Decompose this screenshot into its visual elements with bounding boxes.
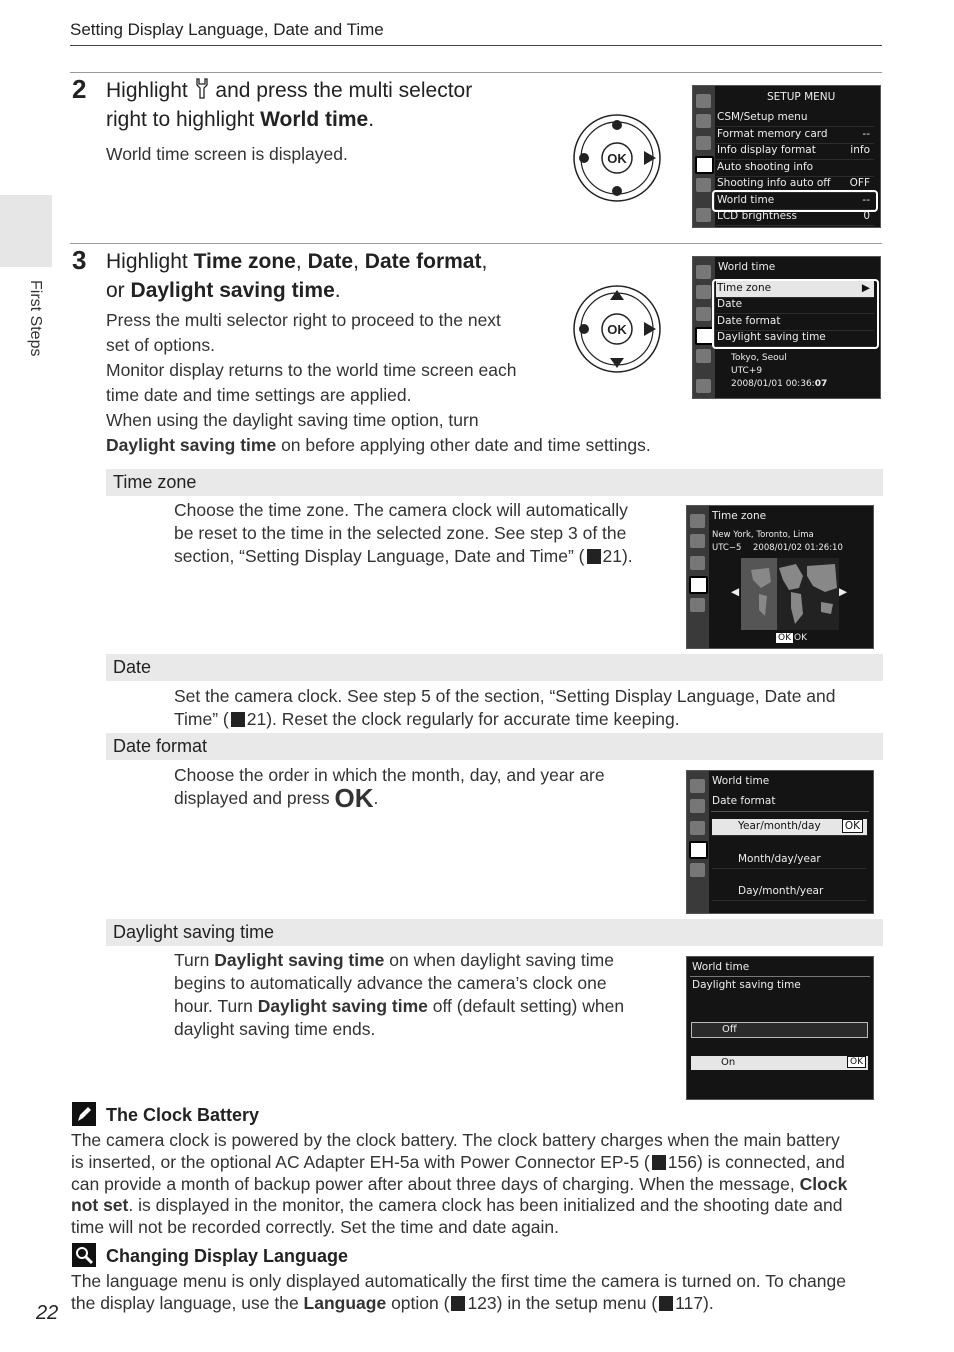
time-zone-screen: [686, 505, 874, 649]
menu-item[interactable]: Shooting info auto off OFF: [716, 176, 874, 193]
pencil-icon: [696, 136, 711, 150]
date-text: Set the camera clock. See step 5 of the section, “Setting Display Language, Date and Time” ( 21). Reset the clock regularly for accurate time keeping.: [174, 686, 836, 729]
recent-settings-icon: [696, 349, 711, 363]
option-selected[interactable]: On OK: [691, 1056, 868, 1070]
note-body: The language menu is only displayed automatically the first time the camera is turned on. To change the display language, use the Language option ( 123) in the setup menu ( 117).: [71, 1271, 846, 1313]
screen-title: World time: [718, 261, 776, 273]
menu-item[interactable]: Auto shooting info: [716, 160, 874, 177]
setup-wrench-icon: [695, 156, 714, 174]
city-label: Tokyo, Seoul: [731, 353, 787, 363]
menu-item[interactable]: Daylight saving time: [716, 330, 874, 347]
section-bar-daylight-saving: Daylight saving time: [106, 919, 883, 946]
playback-icon: [696, 265, 711, 279]
datetime-label: 2008/01/01 00:36:07: [731, 379, 828, 389]
recent-settings-icon: [690, 863, 705, 877]
multi-selector-icon: [572, 113, 662, 203]
pencil-icon: [690, 821, 705, 835]
setup-wrench-icon: [689, 841, 708, 859]
note-pencil-icon: [72, 1102, 96, 1126]
screen-subtitle: Daylight saving time: [692, 979, 801, 991]
camera-icon: [696, 114, 711, 128]
menu-item[interactable]: Date format: [716, 314, 874, 331]
menu-item[interactable]: Date: [716, 297, 874, 314]
chapter-label: First Steps: [27, 280, 44, 357]
menu-item[interactable]: Format memory card --: [716, 127, 874, 144]
date-format-screen: [686, 770, 874, 914]
screen-title: World time: [692, 961, 750, 973]
screen-title: World time: [712, 775, 770, 787]
ok-button-label: OK: [607, 322, 627, 337]
setup-menu-screen: [692, 85, 881, 228]
city-label: New York, Toronto, Lima: [712, 530, 814, 540]
section-bar-time-zone: Time zone: [106, 469, 883, 496]
playback-icon: [690, 779, 705, 793]
arrow-right-icon[interactable]: ▶: [839, 586, 848, 598]
datetime-label: 2008/01/02 01:26:10: [753, 543, 843, 553]
menu-item-selected[interactable]: Time zone ▶: [716, 281, 874, 298]
world-map: [741, 558, 839, 630]
step3-body-last: Daylight saving time on before applying other date and time settings.: [106, 435, 651, 455]
step3-body: Press the multi selector right to proceed to the next set of options. Monitor display returns to the world time screen each time date and time settings are applied. When using the daylight saving time option, turn: [106, 310, 517, 430]
recent-settings-icon: [696, 178, 711, 192]
note-magnifier-icon: [72, 1243, 96, 1267]
page-reference-icon: [587, 549, 601, 564]
page-reference-icon: [451, 1296, 465, 1311]
step-rule: [70, 72, 882, 73]
step2-heading: Highlight and press the multi selector right to highlight World time.: [106, 79, 473, 131]
ok-button-label: OK: [607, 151, 627, 166]
page-reference-icon: [652, 1155, 666, 1170]
recent-settings-icon: [690, 598, 705, 612]
ok-icon: OK: [842, 819, 863, 833]
selection-frame: [712, 279, 879, 349]
screen-title: Time zone: [712, 510, 767, 522]
date-format-text: Choose the order in which the month, day, and year are displayed and press OK.: [174, 765, 605, 813]
help-icon: [696, 208, 711, 222]
step-number: 2: [72, 74, 87, 104]
ok-icon: OK: [847, 1056, 866, 1068]
time-zone-text: Choose the time zone. The camera clock will automatically be reset to the time in the selected zone. See step 3 of the section, “Setting Display Language, Date and Time” ( 21).: [174, 500, 633, 566]
chapter-tab: [0, 195, 52, 267]
pencil-icon: [696, 307, 711, 321]
step3-heading: Highlight Time zone, Date, Date format, or Daylight saving time.: [106, 250, 488, 302]
running-header: Setting Display Language, Date and Time: [70, 20, 384, 39]
page-number: 22: [36, 1302, 59, 1324]
setup-wrench-icon: [689, 576, 708, 594]
utc-label: UTC+9: [731, 366, 763, 376]
option-selected[interactable]: Year/month/day OK: [712, 819, 867, 836]
ok-symbol: OK: [334, 783, 374, 813]
multi-selector-icon: [572, 284, 662, 374]
camera-icon: [696, 285, 711, 299]
header-rule: [70, 45, 882, 46]
ok-prompt[interactable]: OK OK: [775, 632, 807, 644]
step-rule: [70, 243, 882, 244]
menu-item[interactable]: Info display format info: [716, 143, 874, 160]
arrow-left-icon[interactable]: ◀: [731, 586, 740, 598]
page-reference-icon: [659, 1296, 673, 1311]
page-reference-icon: [231, 712, 245, 727]
step2-body: World time screen is displayed.: [106, 144, 348, 164]
section-bar-date: Date: [106, 654, 883, 681]
ok-icon: OK: [775, 632, 794, 644]
note-title: The Clock Battery: [106, 1105, 260, 1125]
note-title: Changing Display Language: [106, 1246, 349, 1266]
option[interactable]: Day/month/year: [712, 884, 867, 901]
selection-frame: [712, 190, 878, 212]
screen-title: SETUP MENU: [767, 91, 836, 103]
section-bar-date-format: Date format: [106, 733, 883, 760]
camera-icon: [690, 799, 705, 813]
option[interactable]: Off: [691, 1022, 868, 1038]
step-number: 3: [72, 245, 87, 275]
screen-subtitle: Date format: [712, 795, 776, 807]
menu-item-selected[interactable]: World time --: [716, 193, 874, 210]
utc-label: UTC−5: [712, 543, 742, 553]
menu-item[interactable]: CSM/Setup menu: [716, 110, 874, 127]
daylight-saving-text: Turn Daylight saving time on when daylight saving time begins to automatically advance the camera’s clock one hour. Turn Daylight saving time off (default setting) when daylight saving time ends.: [174, 950, 625, 1039]
menu-item[interactable]: LCD brightness 0: [716, 209, 874, 226]
world-time-screen: [692, 256, 881, 399]
wrench-icon: [194, 78, 210, 100]
camera-icon: [690, 534, 705, 548]
option[interactable]: Month/day/year: [712, 852, 867, 869]
playback-icon: [696, 94, 711, 108]
pencil-icon: [690, 556, 705, 570]
help-icon: [696, 379, 711, 393]
playback-icon: [690, 514, 705, 528]
note-body: The camera clock is powered by the clock battery. The clock battery charges when the main battery is inserted, or the optional AC Adapter EH-5a with Power Connector EP-5 ( 156) is connected, and can provide a month of backup power after about three days of charging. When the message, Clock not set. is displayed in the monitor, the camera clock has been initialized and the shooting date and time will not be recorded correctly. Set the time and date again.: [71, 1130, 848, 1238]
daylight-saving-screen: [686, 956, 874, 1100]
